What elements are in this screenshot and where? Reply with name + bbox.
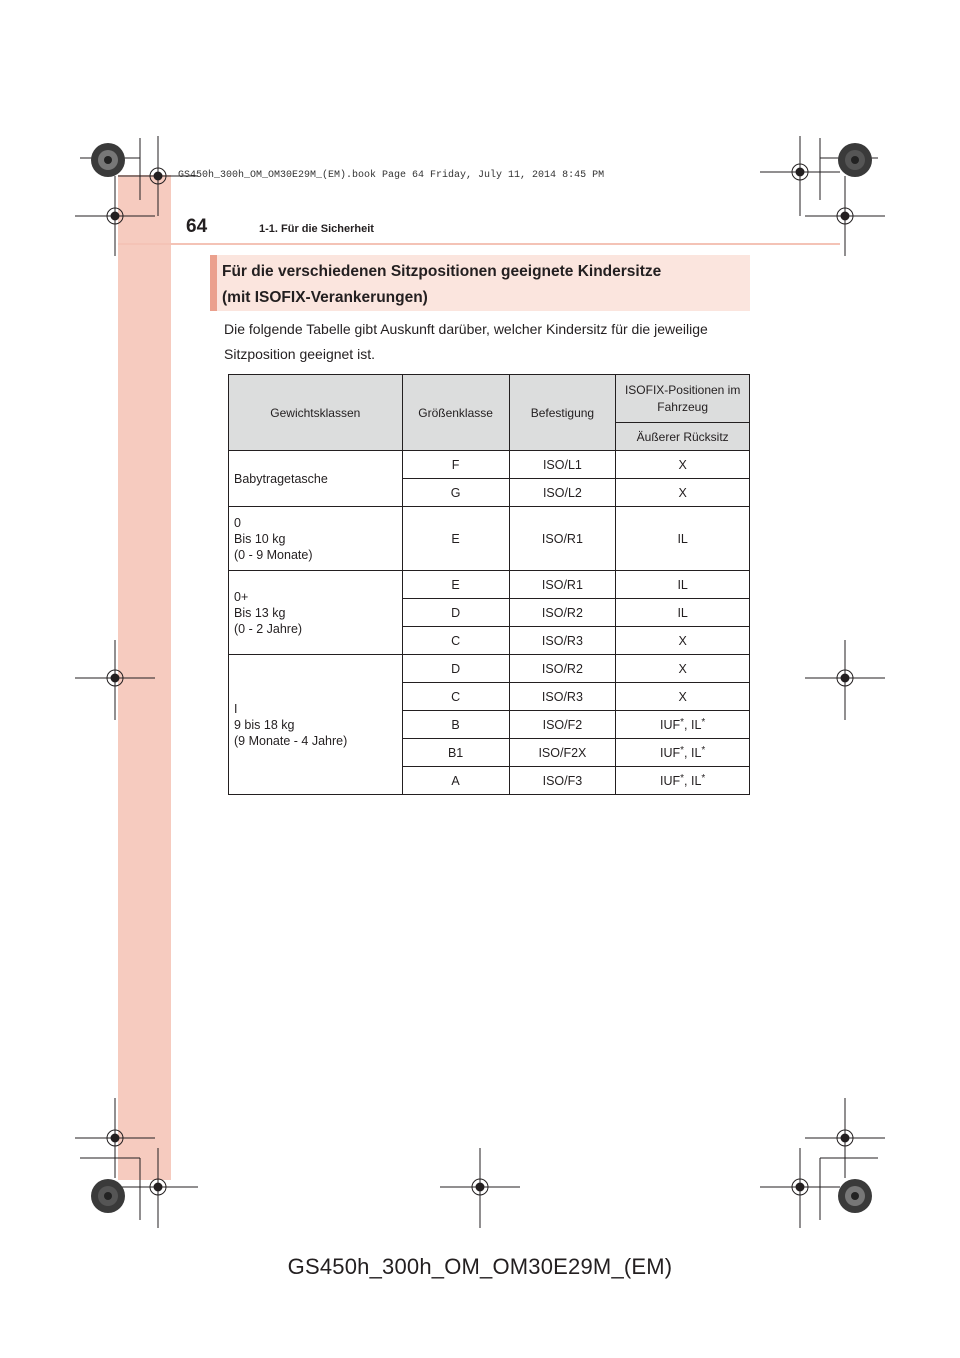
header-size-class: Größenklasse — [402, 375, 509, 451]
cell-text: B1 — [447, 745, 464, 760]
weight-class-cell — [229, 451, 403, 507]
table-row — [229, 655, 750, 683]
footnote-star: * — [680, 773, 685, 784]
mounting-cell — [509, 627, 616, 655]
footnote-star: * — [680, 717, 685, 728]
isofix-value-cell — [616, 627, 750, 655]
weight-class-label: Babytragetasche — [234, 471, 328, 486]
size-class-cell — [402, 683, 509, 711]
weight-class-label: (9 Monate - 4 Jahre) — [234, 733, 348, 748]
cell-text: IUF — [659, 746, 681, 760]
weight-class-label: (0 - 2 Jahre) — [234, 621, 303, 636]
cell-text: ISO/F2X — [538, 745, 587, 760]
registration-cross-icon — [75, 640, 155, 720]
cell-text: X — [678, 689, 687, 704]
footnote-star: * — [680, 745, 685, 756]
cell-separator: , — [684, 774, 691, 788]
corner-target-icon — [91, 143, 125, 177]
cell-text: D — [451, 661, 461, 676]
isofix-value-cell — [616, 711, 750, 739]
size-class-cell — [402, 571, 509, 599]
size-class-cell — [402, 655, 509, 683]
mounting-cell — [509, 571, 616, 599]
cell-text: IL — [690, 718, 702, 732]
cell-text: IL — [677, 605, 688, 620]
cell-text: IUF — [659, 774, 681, 788]
cell-text: C — [451, 633, 461, 648]
book-info-line: GS450h_300h_OM_OM30E29M_(EM).book Page 64 Friday, July 11, 2014 8:45 PM — [178, 170, 605, 181]
weight-class-cell — [229, 655, 403, 795]
mounting-cell — [509, 739, 616, 767]
isofix-value-cell — [616, 451, 750, 479]
cell-text: ISO/R2 — [541, 605, 583, 620]
footnote-star: * — [701, 717, 706, 728]
cell-text: ISO/R1 — [541, 577, 583, 592]
size-class-cell — [402, 507, 509, 571]
footer-document-code: GS450h_300h_OM_OM30E29M_(EM) — [287, 1254, 673, 1279]
cell-text: E — [451, 531, 460, 546]
size-class-cell — [402, 767, 509, 795]
registration-cross-icon — [440, 1148, 520, 1228]
footnote-star: * — [701, 773, 706, 784]
section-heading-line1: Für die verschiedenen Sitzpositionen geeignete Kindersitze — [222, 263, 662, 280]
cell-text: ISO/L1 — [542, 457, 582, 472]
cell-text: G — [450, 485, 461, 500]
cell-text: A — [451, 773, 460, 788]
isofix-value-cell — [616, 507, 750, 571]
isofix-value-cell — [616, 683, 750, 711]
cell-text: F — [451, 457, 460, 472]
mounting-cell — [509, 683, 616, 711]
cell-text: D — [451, 605, 461, 620]
intro-paragraph: Die folgende Tabelle gibt Auskunft darüber, welcher Kindersitz für die jeweilige Sitzposition geeignet ist. — [224, 321, 708, 362]
section-title: 1-1. Für die Sicherheit — [259, 223, 374, 235]
cell-text: IL — [677, 577, 688, 592]
cell-text: IL — [677, 531, 688, 546]
isofix-value-cell — [616, 571, 750, 599]
registration-cross-icon — [805, 640, 885, 720]
header-outer-rear-seat: Äußerer Rücksitz — [616, 423, 750, 451]
isofix-value-cell — [616, 739, 750, 767]
cell-separator: , — [684, 718, 691, 732]
cell-text: ISO/R3 — [541, 689, 583, 704]
cell-text: IL — [690, 774, 702, 788]
child-seat-table — [228, 374, 750, 795]
cell-text: B — [451, 717, 460, 732]
table-row — [229, 451, 750, 479]
size-class-cell — [402, 627, 509, 655]
cell-text: X — [678, 457, 687, 472]
mounting-cell — [509, 479, 616, 507]
corner-target-icon — [838, 143, 872, 177]
header-mounting: Befestigung — [509, 375, 616, 451]
footnote-star: * — [701, 745, 706, 756]
isofix-value-cell — [616, 767, 750, 795]
mounting-cell — [509, 507, 616, 571]
table-row — [229, 507, 750, 571]
section-heading-line2: (mit ISOFIX-Verankerungen) — [222, 289, 428, 306]
page-number: 64 — [186, 216, 208, 237]
mounting-cell — [509, 767, 616, 795]
cell-text: ISO/L2 — [542, 485, 582, 500]
weight-class-cell — [229, 507, 403, 571]
registration-cross-icon — [805, 1098, 885, 1178]
weight-class-label: (0 - 9 Monate) — [234, 547, 313, 562]
cell-text: ISO/R3 — [541, 633, 583, 648]
size-class-cell — [402, 711, 509, 739]
cell-separator: , — [684, 746, 691, 760]
registration-cross-icon — [75, 1098, 155, 1178]
header-isofix-positions: ISOFIX-Positionen im Fahrzeug — [616, 375, 750, 423]
mounting-cell — [509, 711, 616, 739]
size-class-cell — [402, 599, 509, 627]
cell-text: ISO/F2 — [542, 717, 583, 732]
weight-class-label: Bis 10 kg — [234, 531, 286, 546]
cell-text: X — [678, 633, 687, 648]
cell-text: IUF — [659, 718, 681, 732]
table-body — [229, 451, 750, 795]
weight-class-label: Bis 13 kg — [234, 605, 286, 620]
header-weight-class: Gewichtsklassen — [229, 375, 403, 451]
size-class-cell — [402, 739, 509, 767]
weight-class-label: I — [234, 701, 238, 716]
registration-cross-icon — [118, 1148, 198, 1228]
cell-text: C — [451, 689, 461, 704]
table-row — [229, 571, 750, 599]
registration-cross-icon — [760, 1148, 840, 1228]
size-class-cell — [402, 451, 509, 479]
isofix-value-cell — [616, 655, 750, 683]
weight-class-label: 0 — [234, 515, 241, 530]
corner-target-icon — [91, 1179, 125, 1213]
weight-class-label: 9 bis 18 kg — [234, 717, 295, 732]
cell-text: E — [451, 577, 460, 592]
size-class-cell — [402, 479, 509, 507]
weight-class-label: 0+ — [234, 589, 249, 604]
isofix-value-cell — [616, 599, 750, 627]
cell-text: ISO/R1 — [541, 531, 583, 546]
cell-text: ISO/R2 — [541, 661, 583, 676]
mounting-cell — [509, 655, 616, 683]
mounting-cell — [509, 451, 616, 479]
cell-text: X — [678, 661, 687, 676]
cell-text: X — [678, 485, 687, 500]
mounting-cell — [509, 599, 616, 627]
cell-text: ISO/F3 — [542, 773, 583, 788]
weight-class-cell — [229, 571, 403, 655]
section-heading-box — [210, 255, 750, 311]
cell-text: IL — [690, 746, 702, 760]
isofix-value-cell — [616, 479, 750, 507]
corner-target-icon — [838, 1179, 872, 1213]
registration-cross-icon — [760, 136, 840, 216]
header-rule — [118, 243, 840, 245]
